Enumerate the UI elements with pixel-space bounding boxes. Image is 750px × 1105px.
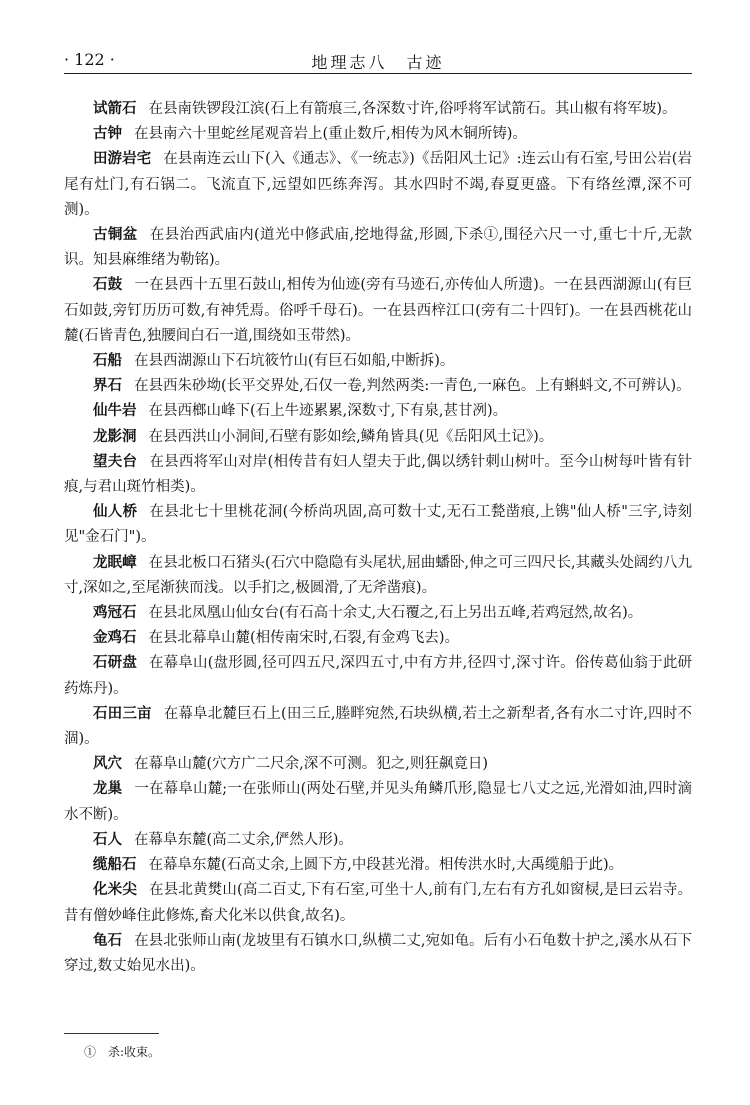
entry-term: 仙牛岩: [93, 403, 137, 420]
page-header: [64, 44, 692, 74]
entry-term: 石田三亩: [93, 705, 152, 722]
entry: [64, 450, 692, 500]
entry: [64, 626, 692, 651]
entry: [64, 828, 692, 853]
entry: [64, 425, 692, 450]
entry-term: 化米尖: [93, 882, 138, 899]
entry-text: 在县北七十里桃花洞(今桥尚巩固,高可数十丈,无石工甃凿痕,上镌"仙人桥"三字,诗刻见"金石门")。: [64, 504, 693, 546]
entry-term: 风穴: [93, 756, 122, 773]
entry-term: 古钟: [93, 126, 122, 143]
entry: [64, 878, 692, 928]
entry-term: 试箭石: [93, 101, 137, 117]
entry-term: 石鼓: [93, 277, 123, 294]
entry-term: 古铜盆: [93, 227, 138, 244]
entry: [64, 374, 692, 399]
entry-term: 石人: [93, 831, 122, 848]
entry: [64, 147, 692, 223]
entry-term: 金鸡石: [93, 630, 137, 647]
entry-text: 在县南六十里蛇丝尾观音岩上(重止数斤,相传为风木铜所铸)。: [134, 126, 527, 143]
entry-text: 一在县西十五里石鼓山,相传为仙迹(旁有马迹石,亦传仙人所遗)。一在县西湖源山(有巨石如鼓,旁钉历历可数,有神凭焉。俗呼千母石)。一在县西梓江口(旁有二十四钉)。一在县西桃花山麓(石皆青色,独腰间白石一道,围绕如玉带然)。: [64, 277, 692, 344]
entry-text: 在幕阜北麓巨石上(田三丘,塍畔宛然,石块纵横,若土之新犁者,各有水二寸许,四时不涸)。: [64, 705, 693, 748]
entry: [64, 752, 692, 777]
entry: [64, 651, 692, 701]
entry-text: 在县南铁锣段江滨(石上有箭痕三,各深数寸许,俗呼将军试箭石。其山椒有将军坡)。: [148, 101, 677, 117]
entry: [64, 777, 692, 827]
header-rule: [64, 73, 692, 74]
entry: [64, 122, 692, 147]
entry: [64, 273, 692, 349]
entry-term: 缆船石: [93, 857, 137, 874]
entry-text: 在县南连云山下(入《通志》、《一统志》)《岳阳风土记》:连云山有石室,号田公岩(岩尾有灶门,有石锅二。飞流直下,远望如匹练奔泻。其水四时不竭,春夏更盛。下有络丝潭,深不可测)。: [64, 151, 693, 218]
entry: [64, 601, 692, 626]
running-title: 地理志八 古迹: [311, 53, 445, 72]
entry: [64, 500, 692, 550]
entry: [64, 551, 692, 601]
entry: [64, 929, 692, 979]
footnote: ① 杀:收束。: [84, 1045, 161, 1059]
entry-text: 在县西榔山峰下(石上牛迹累累,深数寸,下有泉,甚甘冽)。: [148, 403, 508, 420]
entry-text: 在县北黄燓山(高二百丈,下有石室,可坐十人,前有门,左右有方孔如窗棂,是曰云岩寺。昔有僧妙峰住此修炼,畜犬化米以供食,故名)。: [64, 882, 693, 924]
entry-term: 石船: [93, 353, 122, 370]
entry: [64, 349, 692, 374]
entry-term: 龙眠嶂: [93, 554, 137, 571]
entry-text: 一在幕阜山麓;一在张师山(两处石壁,并见头角鳞爪形,隐显七八丈之远,光滑如油,四时滴水不断)。: [64, 781, 692, 823]
entry-term: 望夫台: [93, 453, 138, 470]
entry: [64, 853, 692, 878]
entry-term: 仙人桥: [93, 504, 138, 521]
entry-text: 在县西湖源山下石坑筱竹山(有巨石如船,中断拆)。: [134, 353, 455, 370]
footnote-rule: [64, 1033, 159, 1034]
entry-text: 在幕阜东麓(高二丈余,俨然人形)。: [134, 831, 353, 848]
entry-term: 龟石: [93, 932, 123, 949]
entry-term: 石研盘: [93, 655, 138, 672]
entry: [64, 223, 692, 273]
entry: [64, 399, 692, 424]
entry-text: 在幕阜东麓(石高丈余,上圆下方,中段甚光滑。相传洪水时,大禹缆船于此)。: [148, 857, 624, 874]
entry: [64, 702, 692, 752]
entry-term: 鸡冠石: [93, 605, 137, 622]
entry-text: 在县西将军山对岸(相传昔有妇人望夫于此,偶以绣针刺山树叶。至今山树每叶皆有针痕,与君山斑竹相类)。: [64, 453, 692, 496]
entry-term: 界石: [93, 378, 122, 395]
entry: [64, 97, 692, 122]
entry-text: 在县北板口石猪头(石穴中隐隐有头尾状,屈曲蟠卧,伸之可三四尺长,其藏头处阔约八九寸,深如之,至尾渐狭而浅。以手扪之,极圆滑,了无斧凿痕)。: [64, 554, 693, 596]
entry-text: 在幕阜山麓(穴方广二尺余,深不可测。犯之,则狂飙竟日): [134, 756, 489, 773]
entry-text: 在县北凤凰山仙女台(有石高十余丈,大石覆之,石上另出五峰,若鸡冠然,故名)。: [148, 605, 643, 622]
entry-text: 在幕阜山(盘形圆,径可四五尺,深四五寸,中有方井,径四寸,深寸许。俗传葛仙翁于此研药炼丹)。: [64, 655, 693, 697]
entry-term: 龙巢: [93, 781, 123, 798]
entry-list: [64, 97, 692, 979]
entry-text: 在县西洪山小洞间,石壁有影如绘,鳞角皆具(见《岳阳风土记》)。: [148, 428, 554, 445]
entry-text: 在县治西武庙内(道光中修武庙,挖地得盆,形圆,下杀①,围径六尺一寸,重七十斤,无款识。知县麻维绪为勒铭)。: [64, 227, 693, 269]
entry-text: 在县西朱砂坳(长平交界处,石仅一卷,判然两类:一青色,一麻色。上有蝌蚪文,不可辨认)。: [134, 378, 691, 395]
page-number: · 122 ·: [64, 50, 115, 69]
entry-text: 在县北张师山南(龙坡里有石镇水口,纵横二丈,宛如龟。后有小石龟数十护之,溪水从石下穿过,数丈始见水出)。: [64, 932, 693, 974]
entry-term: 龙影洞: [93, 428, 137, 445]
entry-text: 在县北幕阜山麓(相传南宋时,石裂,有金鸡飞去)。: [148, 630, 460, 647]
entry-term: 田游岩宅: [93, 151, 152, 168]
